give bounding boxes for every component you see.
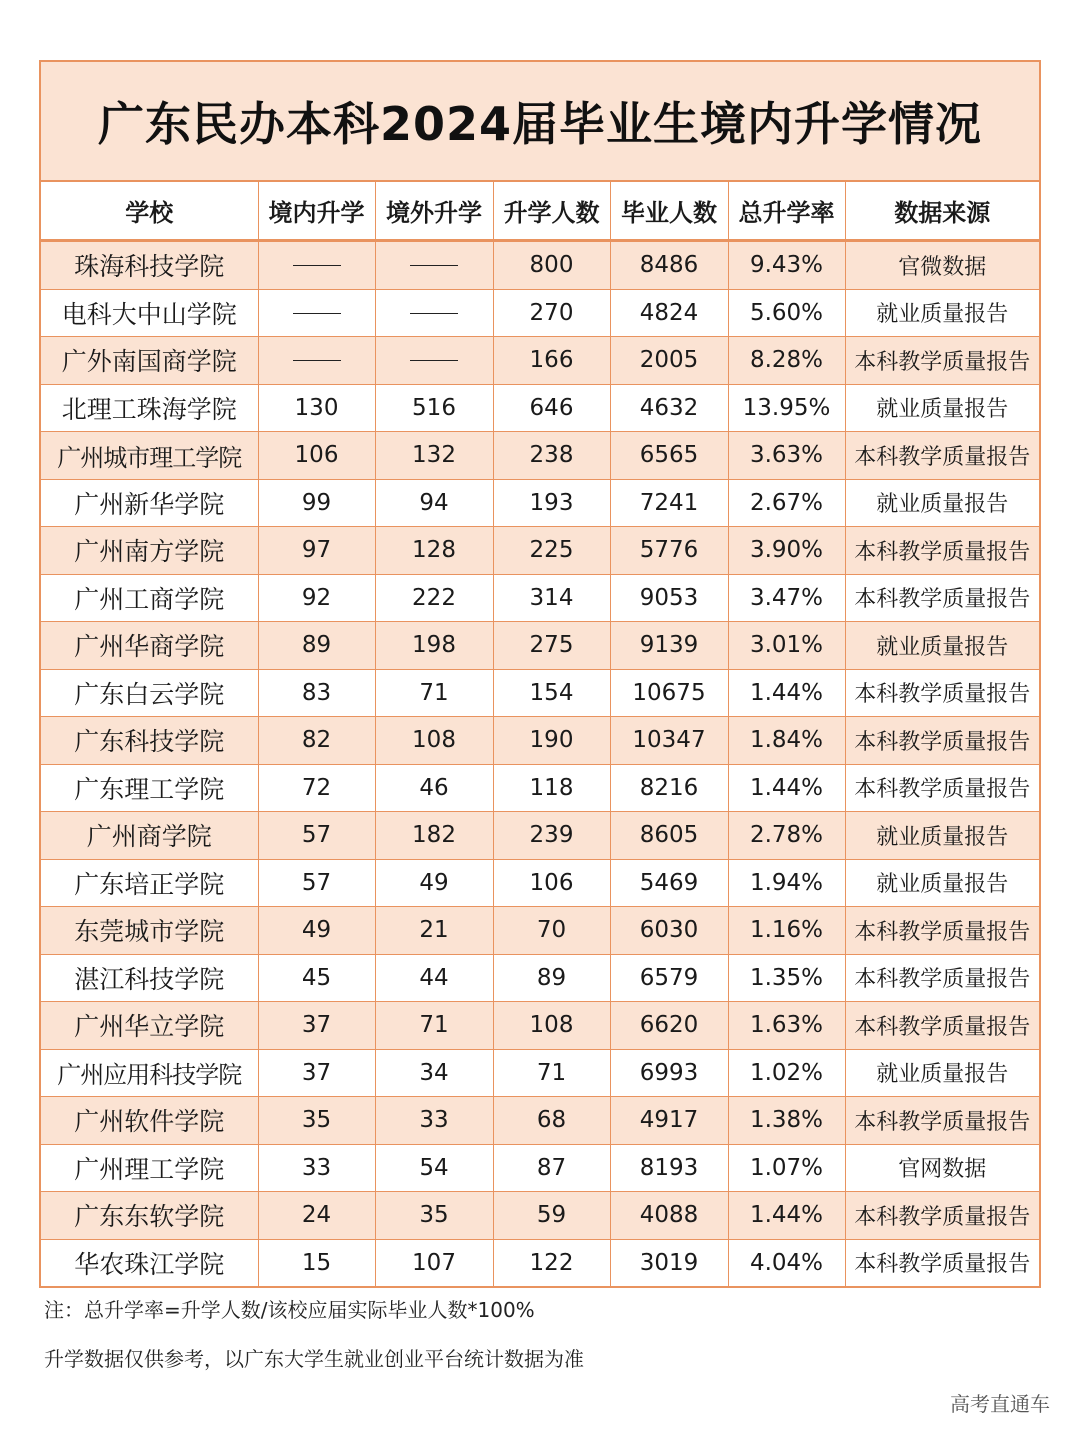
table-row xyxy=(41,812,1039,860)
overseas-cell: 35 xyxy=(375,1192,493,1240)
column-header: 境外升学 xyxy=(375,182,493,241)
source-cell: 就业质量报告 xyxy=(845,289,1039,337)
source-cell: 本科教学质量报告 xyxy=(845,1097,1039,1145)
table-row xyxy=(41,384,1039,432)
watermark: 高考直通车 xyxy=(950,1392,1050,1416)
table-header-row xyxy=(41,182,1039,241)
table-row xyxy=(41,337,1039,385)
school-name-cell: 湛江科技学院 xyxy=(41,954,258,1002)
disclaimer-note: 升学数据仅供参考，以广东大学生就业创业平台统计数据为准 xyxy=(44,1347,584,1371)
source-cell: 就业质量报告 xyxy=(845,479,1039,527)
graduates-cell: 7241 xyxy=(610,479,728,527)
total-cell: 68 xyxy=(493,1097,610,1145)
school-name-cell: 广东理工学院 xyxy=(41,764,258,812)
overseas-cell: 54 xyxy=(375,1144,493,1192)
domestic-cell: 49 xyxy=(258,907,375,955)
rate-cell: 1.44% xyxy=(728,1192,845,1240)
total-cell: 270 xyxy=(493,289,610,337)
rate-cell: 4.04% xyxy=(728,1239,845,1286)
graduates-cell: 4824 xyxy=(610,289,728,337)
source-cell: 本科教学质量报告 xyxy=(845,907,1039,955)
rate-cell: 1.44% xyxy=(728,669,845,717)
domestic-cell: 15 xyxy=(258,1239,375,1286)
column-header: 总升学率 xyxy=(728,182,845,241)
source-cell: 本科教学质量报告 xyxy=(845,432,1039,480)
graduates-cell: 3019 xyxy=(610,1239,728,1286)
school-name-cell: 广州应用科技学院 xyxy=(41,1049,258,1097)
dash-placeholder xyxy=(293,265,341,266)
total-cell: 646 xyxy=(493,384,610,432)
overseas-cell: 71 xyxy=(375,669,493,717)
rate-cell: 1.63% xyxy=(728,1002,845,1050)
domestic-cell: 45 xyxy=(258,954,375,1002)
table-row xyxy=(41,907,1039,955)
school-name-cell: 广州华商学院 xyxy=(41,622,258,670)
source-cell: 本科教学质量报告 xyxy=(845,764,1039,812)
domestic-cell: 82 xyxy=(258,717,375,765)
source-cell: 就业质量报告 xyxy=(845,1049,1039,1097)
rate-cell: 1.02% xyxy=(728,1049,845,1097)
graduates-cell: 4088 xyxy=(610,1192,728,1240)
table-row xyxy=(41,289,1039,337)
table-row xyxy=(41,1192,1039,1240)
source-cell: 本科教学质量报告 xyxy=(845,1002,1039,1050)
source-cell: 就业质量报告 xyxy=(845,812,1039,860)
rate-cell: 1.84% xyxy=(728,717,845,765)
total-cell: 106 xyxy=(493,859,610,907)
overseas-cell: 198 xyxy=(375,622,493,670)
table-body xyxy=(41,241,1039,1287)
column-header: 学校 xyxy=(41,182,258,241)
rate-cell: 8.28% xyxy=(728,337,845,385)
school-name-cell: 广州新华学院 xyxy=(41,479,258,527)
total-cell: 87 xyxy=(493,1144,610,1192)
graduates-cell: 5469 xyxy=(610,859,728,907)
graduates-cell: 10675 xyxy=(610,669,728,717)
graduates-cell: 6030 xyxy=(610,907,728,955)
column-header: 数据来源 xyxy=(845,182,1039,241)
domestic-cell: 130 xyxy=(258,384,375,432)
dash-placeholder xyxy=(410,313,458,314)
domestic-cell: 99 xyxy=(258,479,375,527)
table-row xyxy=(41,1002,1039,1050)
domestic-cell: 57 xyxy=(258,859,375,907)
source-cell: 本科教学质量报告 xyxy=(845,337,1039,385)
graduates-cell: 6565 xyxy=(610,432,728,480)
overseas-cell xyxy=(375,241,493,290)
school-name-cell: 广州理工学院 xyxy=(41,1144,258,1192)
overseas-cell: 222 xyxy=(375,574,493,622)
rate-cell: 1.35% xyxy=(728,954,845,1002)
source-cell: 就业质量报告 xyxy=(845,859,1039,907)
school-name-cell: 华农珠江学院 xyxy=(41,1239,258,1286)
total-cell: 89 xyxy=(493,954,610,1002)
admission-table xyxy=(41,182,1039,1286)
source-cell: 本科教学质量报告 xyxy=(845,954,1039,1002)
overseas-cell: 44 xyxy=(375,954,493,1002)
rate-cell: 2.78% xyxy=(728,812,845,860)
total-cell: 239 xyxy=(493,812,610,860)
school-name-cell: 广州南方学院 xyxy=(41,527,258,575)
source-cell: 本科教学质量报告 xyxy=(845,574,1039,622)
school-name-cell: 广州软件学院 xyxy=(41,1097,258,1145)
school-name-cell: 北理工珠海学院 xyxy=(41,384,258,432)
graduates-cell: 10347 xyxy=(610,717,728,765)
rate-cell: 1.38% xyxy=(728,1097,845,1145)
domestic-cell: 33 xyxy=(258,1144,375,1192)
total-cell: 275 xyxy=(493,622,610,670)
graduates-cell: 9053 xyxy=(610,574,728,622)
table-row xyxy=(41,1239,1039,1286)
source-cell: 本科教学质量报告 xyxy=(845,717,1039,765)
school-name-cell: 广东培正学院 xyxy=(41,859,258,907)
graduates-cell: 8216 xyxy=(610,764,728,812)
graduates-cell: 8486 xyxy=(610,241,728,290)
graduates-cell: 6620 xyxy=(610,1002,728,1050)
formula-note: 注：总升学率=升学人数/该校应届实际毕业人数*100% xyxy=(44,1298,535,1322)
dash-placeholder xyxy=(293,313,341,314)
domestic-cell: 72 xyxy=(258,764,375,812)
table-row xyxy=(41,1049,1039,1097)
total-cell: 154 xyxy=(493,669,610,717)
school-name-cell: 广东科技学院 xyxy=(41,717,258,765)
domestic-cell: 35 xyxy=(258,1097,375,1145)
overseas-cell xyxy=(375,337,493,385)
domestic-cell: 37 xyxy=(258,1049,375,1097)
total-cell: 225 xyxy=(493,527,610,575)
rate-cell: 9.43% xyxy=(728,241,845,290)
total-cell: 59 xyxy=(493,1192,610,1240)
column-header: 境内升学 xyxy=(258,182,375,241)
overseas-cell: 107 xyxy=(375,1239,493,1286)
table-row xyxy=(41,622,1039,670)
column-header: 毕业人数 xyxy=(610,182,728,241)
overseas-cell: 132 xyxy=(375,432,493,480)
domestic-cell: 24 xyxy=(258,1192,375,1240)
source-cell: 本科教学质量报告 xyxy=(845,1192,1039,1240)
source-cell: 本科教学质量报告 xyxy=(845,1239,1039,1286)
source-cell: 就业质量报告 xyxy=(845,622,1039,670)
overseas-cell: 94 xyxy=(375,479,493,527)
dash-placeholder xyxy=(410,360,458,361)
rate-cell: 1.16% xyxy=(728,907,845,955)
total-cell: 71 xyxy=(493,1049,610,1097)
domestic-cell xyxy=(258,337,375,385)
school-name-cell: 广州华立学院 xyxy=(41,1002,258,1050)
table-row xyxy=(41,859,1039,907)
school-name-cell: 广东白云学院 xyxy=(41,669,258,717)
overseas-cell: 516 xyxy=(375,384,493,432)
source-cell: 本科教学质量报告 xyxy=(845,527,1039,575)
total-cell: 193 xyxy=(493,479,610,527)
dash-placeholder xyxy=(293,360,341,361)
table-row xyxy=(41,241,1039,290)
rate-cell: 1.94% xyxy=(728,859,845,907)
overseas-cell: 33 xyxy=(375,1097,493,1145)
source-cell: 官网数据 xyxy=(845,1144,1039,1192)
dash-placeholder xyxy=(410,265,458,266)
rate-cell: 2.67% xyxy=(728,479,845,527)
overseas-cell xyxy=(375,289,493,337)
table-row xyxy=(41,954,1039,1002)
overseas-cell: 71 xyxy=(375,1002,493,1050)
total-cell: 108 xyxy=(493,1002,610,1050)
table-row xyxy=(41,717,1039,765)
domestic-cell xyxy=(258,241,375,290)
domestic-cell: 37 xyxy=(258,1002,375,1050)
table-row xyxy=(41,432,1039,480)
overseas-cell: 21 xyxy=(375,907,493,955)
domestic-cell: 83 xyxy=(258,669,375,717)
total-cell: 190 xyxy=(493,717,610,765)
column-header: 升学人数 xyxy=(493,182,610,241)
overseas-cell: 46 xyxy=(375,764,493,812)
total-cell: 314 xyxy=(493,574,610,622)
total-cell: 70 xyxy=(493,907,610,955)
school-name-cell: 广州工商学院 xyxy=(41,574,258,622)
rate-cell: 3.01% xyxy=(728,622,845,670)
table-row xyxy=(41,764,1039,812)
table-row xyxy=(41,527,1039,575)
domestic-cell xyxy=(258,289,375,337)
school-name-cell: 珠海科技学院 xyxy=(41,241,258,290)
graduates-cell: 6579 xyxy=(610,954,728,1002)
overseas-cell: 182 xyxy=(375,812,493,860)
rate-cell: 1.44% xyxy=(728,764,845,812)
total-cell: 800 xyxy=(493,241,610,290)
total-cell: 166 xyxy=(493,337,610,385)
overseas-cell: 108 xyxy=(375,717,493,765)
domestic-cell: 57 xyxy=(258,812,375,860)
graduates-cell: 2005 xyxy=(610,337,728,385)
school-name-cell: 东莞城市学院 xyxy=(41,907,258,955)
table-row xyxy=(41,479,1039,527)
rate-cell: 5.60% xyxy=(728,289,845,337)
graduates-cell: 4632 xyxy=(610,384,728,432)
source-cell: 本科教学质量报告 xyxy=(845,669,1039,717)
table-row xyxy=(41,1097,1039,1145)
overseas-cell: 34 xyxy=(375,1049,493,1097)
graduates-cell: 8605 xyxy=(610,812,728,860)
page-title: 广东民办本科2024届毕业生境内升学情况 xyxy=(41,62,1039,182)
graduates-cell: 5776 xyxy=(610,527,728,575)
school-name-cell: 广州商学院 xyxy=(41,812,258,860)
overseas-cell: 49 xyxy=(375,859,493,907)
graduates-cell: 4917 xyxy=(610,1097,728,1145)
school-name-cell: 广州城市理工学院 xyxy=(41,432,258,480)
overseas-cell: 128 xyxy=(375,527,493,575)
domestic-cell: 92 xyxy=(258,574,375,622)
total-cell: 122 xyxy=(493,1239,610,1286)
rate-cell: 3.63% xyxy=(728,432,845,480)
rate-cell: 3.47% xyxy=(728,574,845,622)
graduates-cell: 9139 xyxy=(610,622,728,670)
school-name-cell: 广外南国商学院 xyxy=(41,337,258,385)
table-row xyxy=(41,1144,1039,1192)
domestic-cell: 97 xyxy=(258,527,375,575)
rate-cell: 1.07% xyxy=(728,1144,845,1192)
school-name-cell: 电科大中山学院 xyxy=(41,289,258,337)
graduates-cell: 6993 xyxy=(610,1049,728,1097)
table-row xyxy=(41,574,1039,622)
school-name-cell: 广东东软学院 xyxy=(41,1192,258,1240)
rate-cell: 3.90% xyxy=(728,527,845,575)
source-cell: 就业质量报告 xyxy=(845,384,1039,432)
domestic-cell: 89 xyxy=(258,622,375,670)
source-cell: 官微数据 xyxy=(845,241,1039,290)
graduates-cell: 8193 xyxy=(610,1144,728,1192)
data-sheet xyxy=(39,60,1041,1288)
domestic-cell: 106 xyxy=(258,432,375,480)
total-cell: 118 xyxy=(493,764,610,812)
total-cell: 238 xyxy=(493,432,610,480)
table-row xyxy=(41,669,1039,717)
rate-cell: 13.95% xyxy=(728,384,845,432)
